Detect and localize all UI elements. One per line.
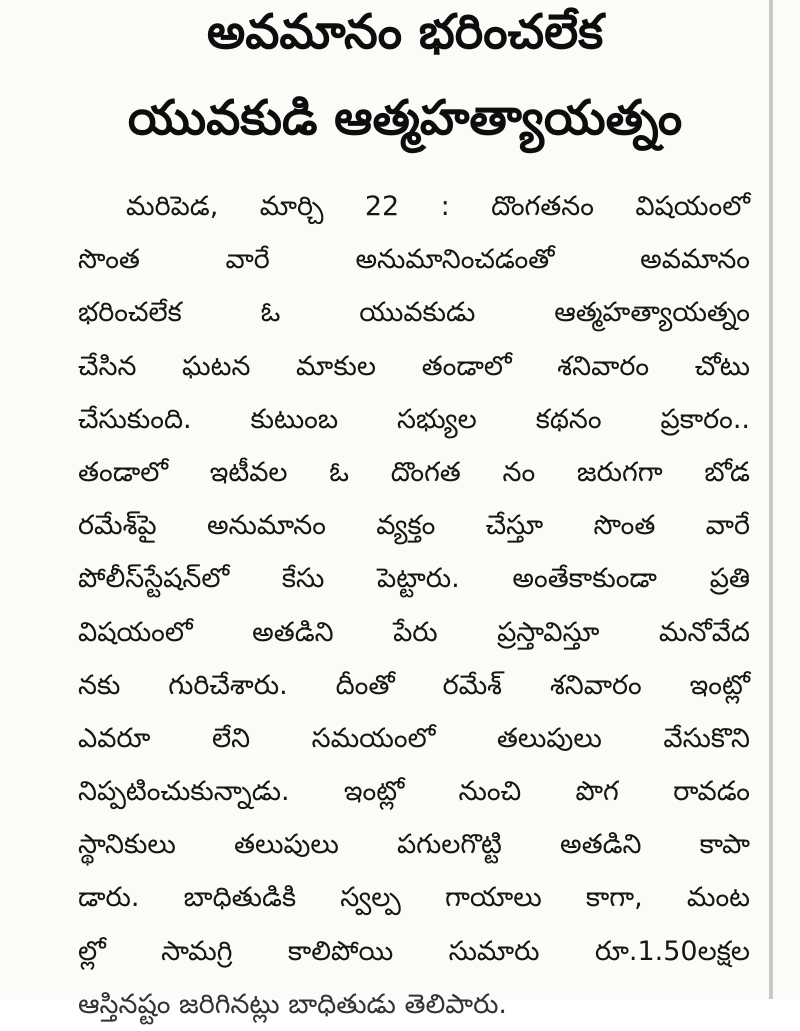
- body-line: సొంత వారే అనుమానించడంతో అవమానం: [78, 244, 750, 276]
- column-divider: [769, 0, 773, 999]
- body-line: విషయంలో అతడిని పేరు ప్రస్తావిస్తూ మనోవేద: [78, 616, 750, 648]
- body-line: డారు. బాధితుడికి స్వల్ప గాయాలు కాగా, మంట: [78, 882, 750, 914]
- headline-line-1: అవమానం భరించలేక: [206, 4, 604, 60]
- body-line: నిప్పటించుకున్నాడు. ఇంట్లో నుంచి పొగ రావడం: [78, 776, 750, 808]
- headline-line-2: యువకుడి ఆత్మహత్యాయత్నం: [127, 90, 683, 146]
- body-line: ఎవరూ లేని సమయంలో తలుపులు వేసుకొని: [78, 722, 750, 754]
- body-line: చేసుకుంది. కుటుంబ సభ్యుల కథనం ప్రకారం..: [78, 403, 750, 435]
- body-line-partial: ఆస్తినష్టం జరిగినట్లు బాధితుడు తెలిపారు.: [78, 988, 508, 1020]
- body-line: స్థానికులు తలుపులు పగులగొట్టి అతడిని కాపా: [78, 829, 750, 861]
- body-line: భరించలేక ఓ యువకుడు ఆత్మహత్యాయత్నం: [78, 297, 750, 329]
- body-line: తండాలో ఇటీవల ఓ దొంగత నం జరుగగా బోడ: [78, 456, 750, 488]
- body-line: మరిపెడ, మార్చి 22 : దొంగతనం విషయంలో: [126, 191, 750, 222]
- body-line: పోలీస్‌స్టేషన్‌లో కేసు పెట్టారు. అంతేకాకుండా ప్రతి: [78, 563, 750, 595]
- body-line: రమేశ్‌పై అనుమానం వ్యక్తం చేస్తూ సొంత వారే: [78, 510, 750, 542]
- body-line: చేసిన ఘటన మాకుల తండాలో శనివారం చోటు: [78, 350, 750, 382]
- article-body: [78, 180, 750, 1020]
- body-line: ల్లో సామగ్రి కాలిపోయి సుమారు రూ.1.50లక్షల: [78, 935, 750, 967]
- body-line: నకు గురిచేశారు. దీంతో రమేశ్ శనివారం ఇంట్లో: [78, 669, 750, 701]
